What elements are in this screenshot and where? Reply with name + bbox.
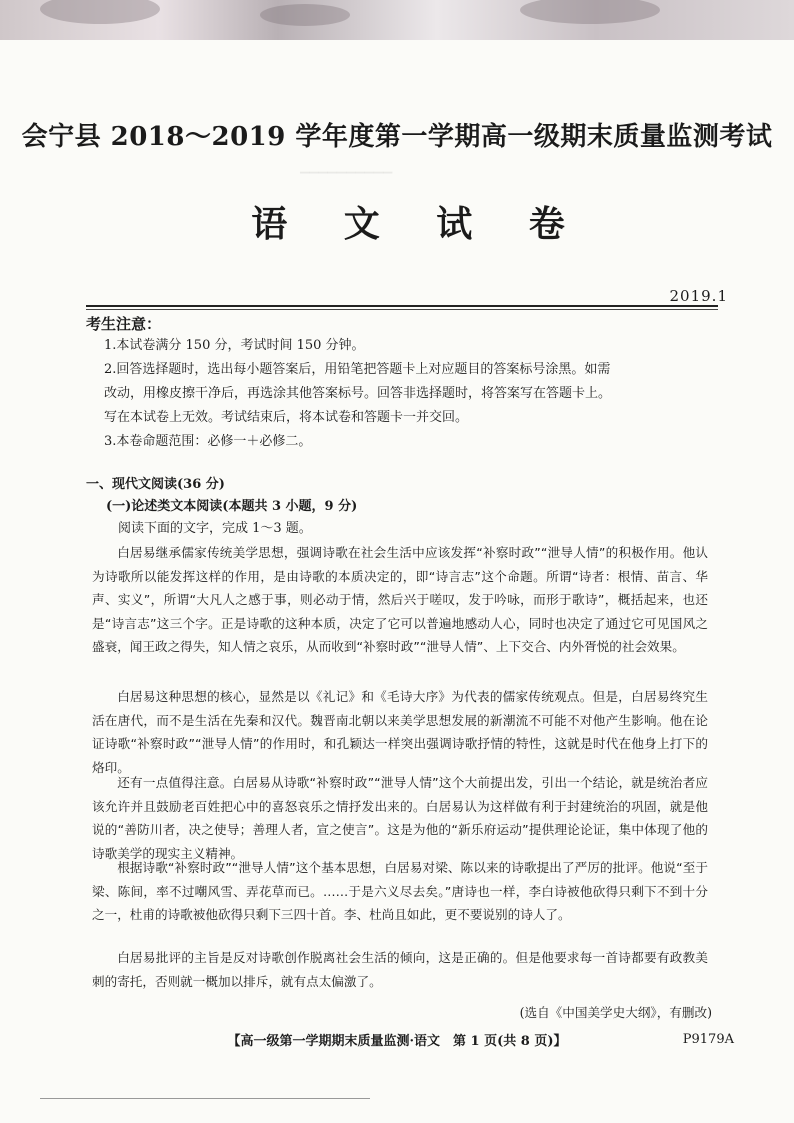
page-footer: 【高一级第一学期期末质量监测·语文 第 1 页(共 8 页)】 [227,1034,567,1049]
notice-heading: 考生注意： [86,315,162,333]
scan-edge-line [40,1098,370,1099]
scan-artifact [40,0,160,24]
subject-title: 语 文 试 卷 [251,203,587,245]
scan-top-band [0,0,794,40]
exam-title: 会宁县 2018～2019 学年度第一学期高一级期末质量监测考试 [21,122,773,152]
paragraph: 白居易这种思想的核心，显然是以《礼记》和《毛诗大序》为代表的儒家传统观点。但是，白居易终究生活在唐代，而不是生活在先秦和汉代。魏晋南北朝以来美学思想发展的新潮流不可能不对他产生影响。他在论证诗歌“补察时政”“泄导人情”的作用时，和孔颖达一样突出强调诗歌抒情的特性，这就是时代在他身上打下的烙印。 [92,689,708,775]
scan-artifact [520,0,660,24]
notice-item: 改动，用橡皮擦干净后，再选涂其他答案标号。回答非选择题时，将答案写在答题卡上。 [104,386,612,401]
source-citation: (选自《中国美学史大纲》，有删改) [519,1005,712,1020]
subsection-title: (一)论述类文本阅读(本题共 3 小题，9 分) [106,499,358,514]
notice-item: 2.回答选择题时，选出每小题答案后，用铅笔把答题卡上对应题目的答案标号涂黑。如需 [104,362,611,377]
notice-item: 3.本卷命题范围：必修一＋必修二。 [104,434,312,449]
divider [86,305,718,307]
notice-item: 1.本试卷满分 150 分，考试时间 150 分钟。 [104,338,365,353]
section-title: 一、现代文阅读(36 分) [86,477,225,492]
paragraph: 还有一点值得注意。白居易从诗歌“补察时政”“泄导人情”这个大前提出发，引出一个结论，就是统治者应该允许并且鼓励老百姓把心中的喜怒哀乐之情抒发出来的。白居易认为这样做有利于封建统治的巩固，就是他说的“善防川者，决之使导；善理人者，宣之使言”。这是为他的“新乐府运动”提供理论论证，集中体现了他的诗歌美学的现实主义精神。 [92,775,708,861]
bleed-through: ▔▔▔▔▔▔▔▔▔▔ [300,172,393,186]
scan-artifact [260,4,350,26]
exam-date: 2019.1 [669,287,728,305]
notice-item: 写在本试卷上无效。考试结束后，将本试卷和答题卡一并交回。 [104,410,469,425]
instruction: 阅读下面的文字，完成 1～3 题。 [118,521,312,536]
divider [86,309,718,310]
paper-code: P9179A [682,1032,734,1047]
paragraph: 白居易继承儒家传统美学思想，强调诗歌在社会生活中应该发挥“补察时政”“泄导人情”的积极作用。他认为诗歌所以能发挥这样的作用，是由诗歌的本质决定的，即“诗言志”这个命题。所谓“诗者：根情、苗言、华声、实义”，所谓“大凡人之感于事，则必动于情，然后兴于嗟叹，发于吟咏，而形于歌诗”，概括起来，也还是“诗言志”这三个字。正是诗歌的这种本质，决定了它可以普遍地感动人心，同时也决定了通过它可见国风之盛衰，闻王政之得失，知人情之哀乐，从而收到“补察时政”“泄导人情”、上下交合、内外胥悦的社会效果。 [92,545,708,654]
paragraph: 根据诗歌“补察时政”“泄导人情”这个基本思想，白居易对梁、陈以来的诗歌提出了严厉的批评。他说“至于梁、陈间，率不过嘲风雪、弄花草而已。……于是六义尽去矣。”唐诗也一样，李白诗被他砍得只剩下不到十分之一，杜甫的诗歌被他砍得只剩下三四十首。李、杜尚且如此，更不要说别的诗人了。 [92,860,708,922]
paragraph: 白居易批评的主旨是反对诗歌创作脱离社会生活的倾向，这是正确的。但是他要求每一首诗都要有政教美刺的寄托，否则就一概加以排斥，就有点太偏激了。 [92,950,708,989]
